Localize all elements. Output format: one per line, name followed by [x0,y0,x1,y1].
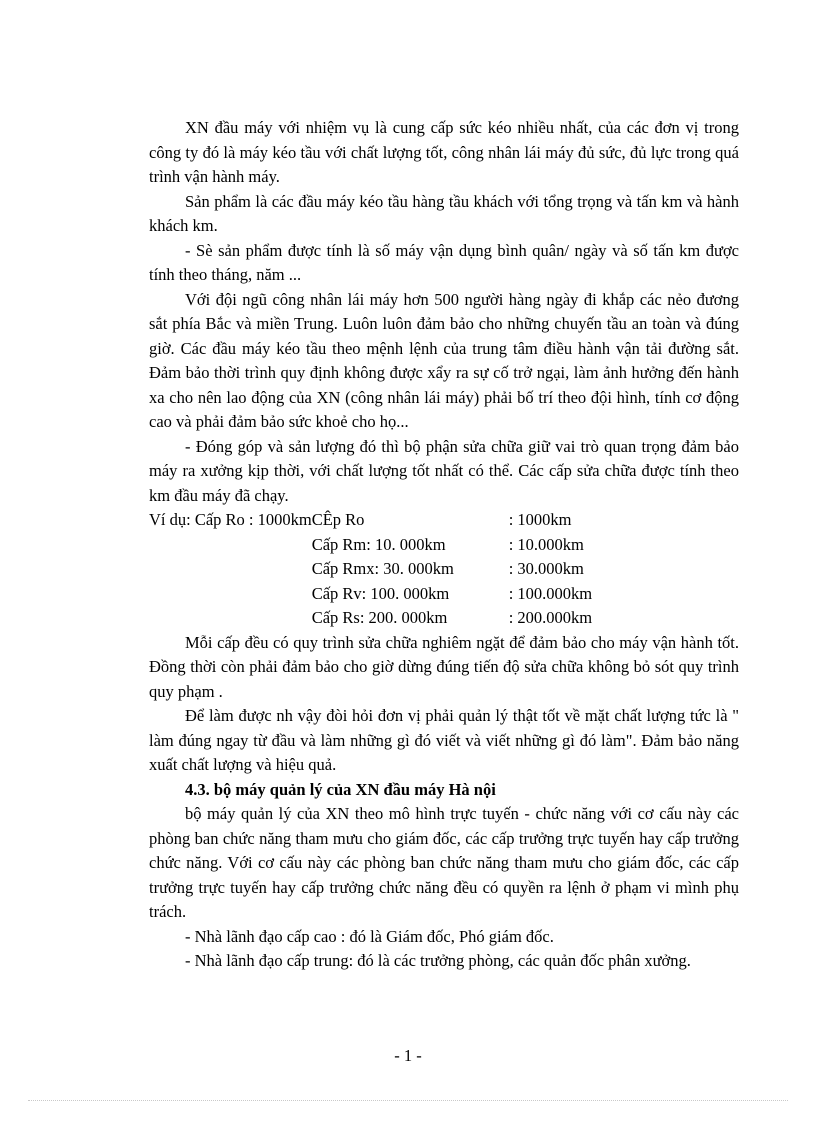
repair-level-alt: Cấp Rm: 10. 000km [311,534,446,554]
repair-level-label [149,582,312,607]
paragraph: Với đội ngũ công nhân lái máy hơn 500 người hàng ngày đi khắp các nẻo đương sắt phía Bắc và miền Trung. Luôn luôn đảm bảo cho những chuyến tầu an toàn và đúng giờ. Các đầu máy kéo tầu theo mệnh lệnh của trung tâm điều hành vận tải đường sắt. Đảm bảo thời trình quy định không được xẩy ra sự cố trở ngại, làm ảnh hưởng đến hành xa cho nên lao động của XN (công nhân lái máy) phải bố trí theo đội hình, tính cơ động cao và phải đảm bảo sức khoẻ cho họ... [149,289,739,431]
repair-level-label [149,557,312,582]
repair-level-row [149,533,592,558]
repair-level-value: : 100.000km [508,583,593,603]
repair-level-value: : 200.000km [508,608,593,627]
repair-level-alt: Cấp Rs: 200. 000km [311,608,448,627]
section-heading: 4.3. bộ máy quản lý của XN đầu máy Hà nội [185,779,496,799]
repair-level-value: : 30.000km [508,559,584,578]
repair-level-row [149,606,592,631]
paragraph: - Nhà lãnh đạo cấp cao : đó là Giám đốc, Phó giám đốc. [185,926,554,946]
paragraph: bộ máy quản lý của XN theo mô hình trực tuyến - chức năng với cơ cấu này các phòng ban chức năng tham mưu cho giám đốc, các cấp trưởng trực tuyến hay cấp trưởng chức năng. Với cơ cấu này các phòng ban chức năng tham mưu cho giám đốc, các cấp trưởng trực tuyến hay cấp trưởng chức năng đều có quyền ra lệnh ở phạm vi mình phụ trách. [149,804,739,921]
paragraph: Để làm được nh vậy đòi hỏi đơn vị phải quản lý thật tốt về mặt chất lượng tức là " làm đúng ngay từ đầu và làm những gì đó viết và viết những gì đó làm". Đảm bảo năng xuất chất lượng và hiệu quả. [149,706,739,774]
paragraph: Mỗi cấp đều có quy trình sửa chữa nghiêm ngặt để đảm bảo cho máy vận hành tốt. Đồng thời còn phải đảm bảo cho giờ dừng đúng tiến độ sửa chữa không bỏ sót quy trình quy phạm . [149,632,739,701]
repair-level-value: : 1000km [508,510,572,529]
repair-level-label [149,533,312,558]
page-body [149,116,739,974]
page-number: - 1 - [394,1046,422,1065]
repair-level-label: Ví dụ: Cấp Ro : 1000km [149,510,312,529]
paragraph: - Đóng góp và sản lượng đó thì bộ phận sửa chữa giữ vai trò quan trọng đảm bảo máy ra xưởng kịp thời, với chất lượng tốt nhất có thể. Các cấp sửa chữa được tính theo km đầu máy đã chạy. [149,436,739,505]
paragraph: Sản phẩm là các đầu máy kéo tầu hàng tầu khách với tổng trọng và tấn km và hành khách km. [149,191,739,235]
repair-level-alt: CÊp Ro [311,510,365,529]
footer-divider [28,1100,788,1101]
repair-levels-table [149,508,592,631]
repair-level-value: : 10.000km [508,534,584,554]
repair-level-alt: Cấp Rv: 100. 000km [311,583,450,603]
paragraph: - Sè sản phẩm được tính là số máy vận dụng bình quân/ ngày và số tấn km được tính theo tháng, năm ... [149,240,739,284]
repair-level-alt: Cấp Rmx: 30. 000km [311,559,454,578]
repair-level-row [149,582,592,607]
repair-level-row [149,508,592,533]
repair-level-row [149,557,592,582]
paragraph: XN đầu máy với nhiệm vụ là cung cấp sức kéo nhiều nhất, của các đơn vị trong công ty đó là máy kéo tầu với chất lượng tốt, công nhân lái máy đủ sức, đủ lực trong quá trình vận hành máy. [149,118,739,186]
repair-level-label [149,606,312,631]
paragraph: - Nhà lãnh đạo cấp trung: đó là các trưởng phòng, các quản đốc phân xưởng. [185,951,691,970]
